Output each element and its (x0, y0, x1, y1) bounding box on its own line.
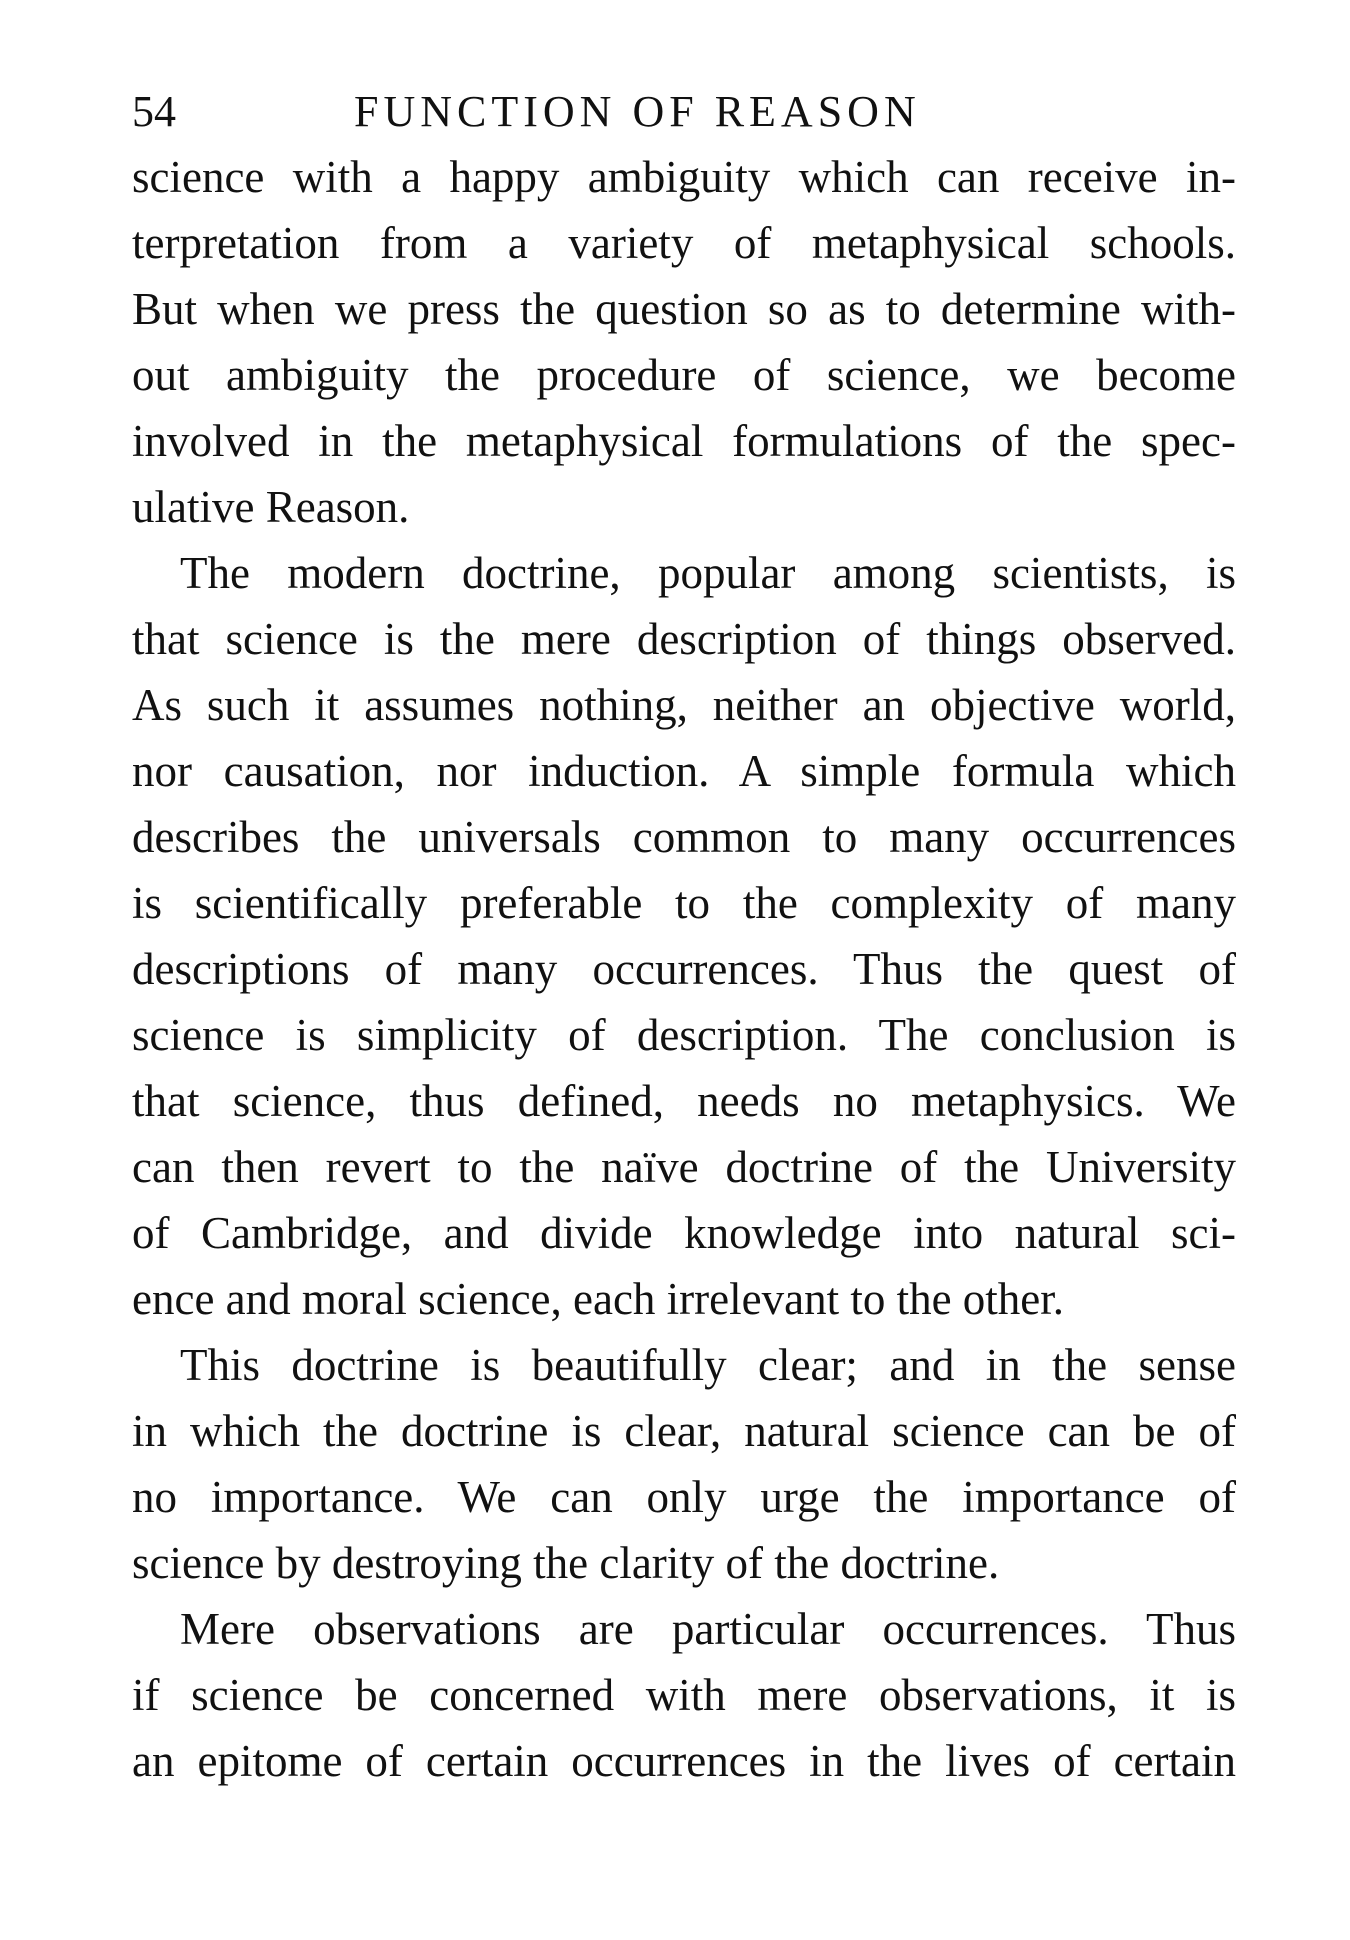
text-line: that science is the mere description of things observed. (132, 614, 1236, 664)
text-line: nor causation, nor induction. A simple formula which (132, 746, 1236, 796)
text-line: ulative Reason. (132, 482, 410, 532)
paragraph-4 (132, 1596, 1236, 1794)
text-line: out ambiguity the procedure of science, we become (132, 350, 1236, 400)
text-line: descriptions of many occurrences. Thus the quest of (132, 944, 1236, 994)
page-number: 54 (132, 87, 176, 136)
paragraph-2 (132, 540, 1236, 1332)
text-line: The modern doctrine, popular among scientists, is (180, 548, 1236, 598)
text-line: of Cambridge, and divide knowledge into natural sci- (132, 1208, 1236, 1258)
book-page (132, 84, 1236, 1794)
body-text (132, 144, 1236, 1794)
text-line: if science be concerned with mere observations, it is (132, 1670, 1236, 1720)
running-head (132, 84, 1236, 140)
text-line: But when we press the question so as to determine with- (132, 284, 1236, 334)
text-line: As such it assumes nothing, neither an objective world, (132, 680, 1236, 730)
text-line: science is simplicity of description. The conclusion is (132, 1010, 1236, 1060)
text-line: science by destroying the clarity of the doctrine. (132, 1538, 1000, 1588)
text-line: in which the doctrine is clear, natural science can be of (132, 1406, 1236, 1456)
text-line: involved in the metaphysical formulations of the spec- (132, 416, 1236, 466)
paragraph-3 (132, 1332, 1236, 1596)
text-line: describes the universals common to many occurrences (132, 812, 1236, 862)
text-line: This doctrine is beautifully clear; and in the sense (180, 1340, 1236, 1390)
text-line: Mere observations are particular occurrences. Thus (180, 1604, 1236, 1654)
text-line: ence and moral science, each irrelevant to the other. (132, 1274, 1065, 1324)
text-line: science with a happy ambiguity which can receive in- (132, 152, 1236, 202)
text-line: can then revert to the naïve doctrine of the University (132, 1142, 1236, 1192)
running-title: FUNCTION OF REASON (354, 87, 921, 136)
text-line: terpretation from a variety of metaphysical schools. (132, 218, 1236, 268)
text-line: no importance. We can only urge the importance of (132, 1472, 1236, 1522)
paragraph-1 (132, 144, 1236, 540)
text-line: an epitome of certain occurrences in the lives of certain (132, 1736, 1236, 1786)
text-line: that science, thus defined, needs no metaphysics. We (132, 1076, 1236, 1126)
text-line: is scientifically preferable to the complexity of many (132, 878, 1236, 928)
